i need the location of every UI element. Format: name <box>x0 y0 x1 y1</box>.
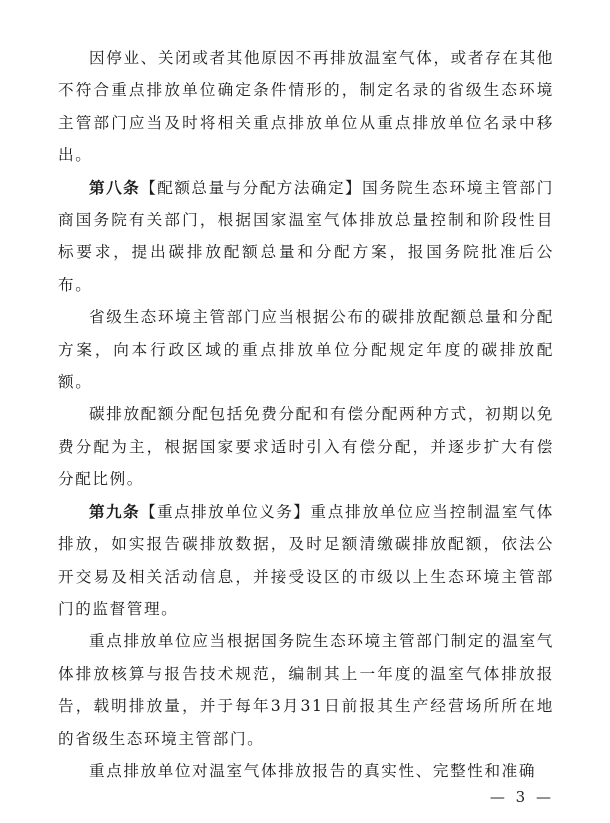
paragraph-allocation-methods <box>58 398 554 495</box>
article-9-paragraph <box>58 496 554 626</box>
paragraph-text: 碳排放配额分配包括免费分配和有偿分配两种方式，初期以免费分配为主，根据国家要求适时引入有偿分配，并逐步扩大有偿分配比例。 <box>58 405 554 489</box>
article-9-heading: 第九条 <box>89 502 141 521</box>
article-9-title: 【重点排放单位义务】 <box>140 502 311 521</box>
paragraph-text: 重点排放单位应当根据国务院生态环境主管部门制定的温室气体排放核算与报告技术规范，编制其上一年度的温室气体排放报告，载明排放量，并于每年3月31日前报其生产经营场所所在地的省级生态环境主管部门。 <box>58 632 554 748</box>
paragraph-provincial-allocation <box>58 301 554 398</box>
paragraph-text: 省级生态环境主管部门应当根据公布的碳排放配额总量和分配方案，向本行政区域的重点排放单位分配规定年度的碳排放配额。 <box>58 308 554 392</box>
paragraph-report-accuracy <box>58 755 554 787</box>
article-8-heading: 第八条 <box>89 178 141 197</box>
paragraph-text: 重点排放单位应当控制温室气体排放，如实报告碳排放数据，及时足额清缴碳排放配额，依法公开交易及相关活动信息，并接受设区的市级以上生态环境主管部门的监督管理。 <box>58 502 554 618</box>
page-number: — 3 — <box>489 788 554 806</box>
paragraph-emission-report <box>58 625 554 755</box>
paragraph-text: 重点排放单位对温室气体排放报告的真实性、完整性和准确 <box>89 761 537 780</box>
article-8-paragraph <box>58 172 554 302</box>
document-body <box>58 42 554 787</box>
paragraph-text: 因停业、关闭或者其他原因不再排放温室气体，或者存在其他不符合重点排放单位确定条件情形的，制定名录的省级生态环境主管部门应当及时将相关重点排放单位从重点排放单位名录中移出。 <box>58 49 554 165</box>
paragraph-text: 国务院生态环境主管部门商国务院有关部门，根据国家温室气体排放总量控制和阶段性目标要求，提出碳排放配额总量和分配方案，报国务院批准后公布。 <box>58 178 554 294</box>
paragraph-removal-from-list <box>58 42 554 172</box>
article-8-title: 【配额总量与分配方法确定】 <box>140 178 363 197</box>
